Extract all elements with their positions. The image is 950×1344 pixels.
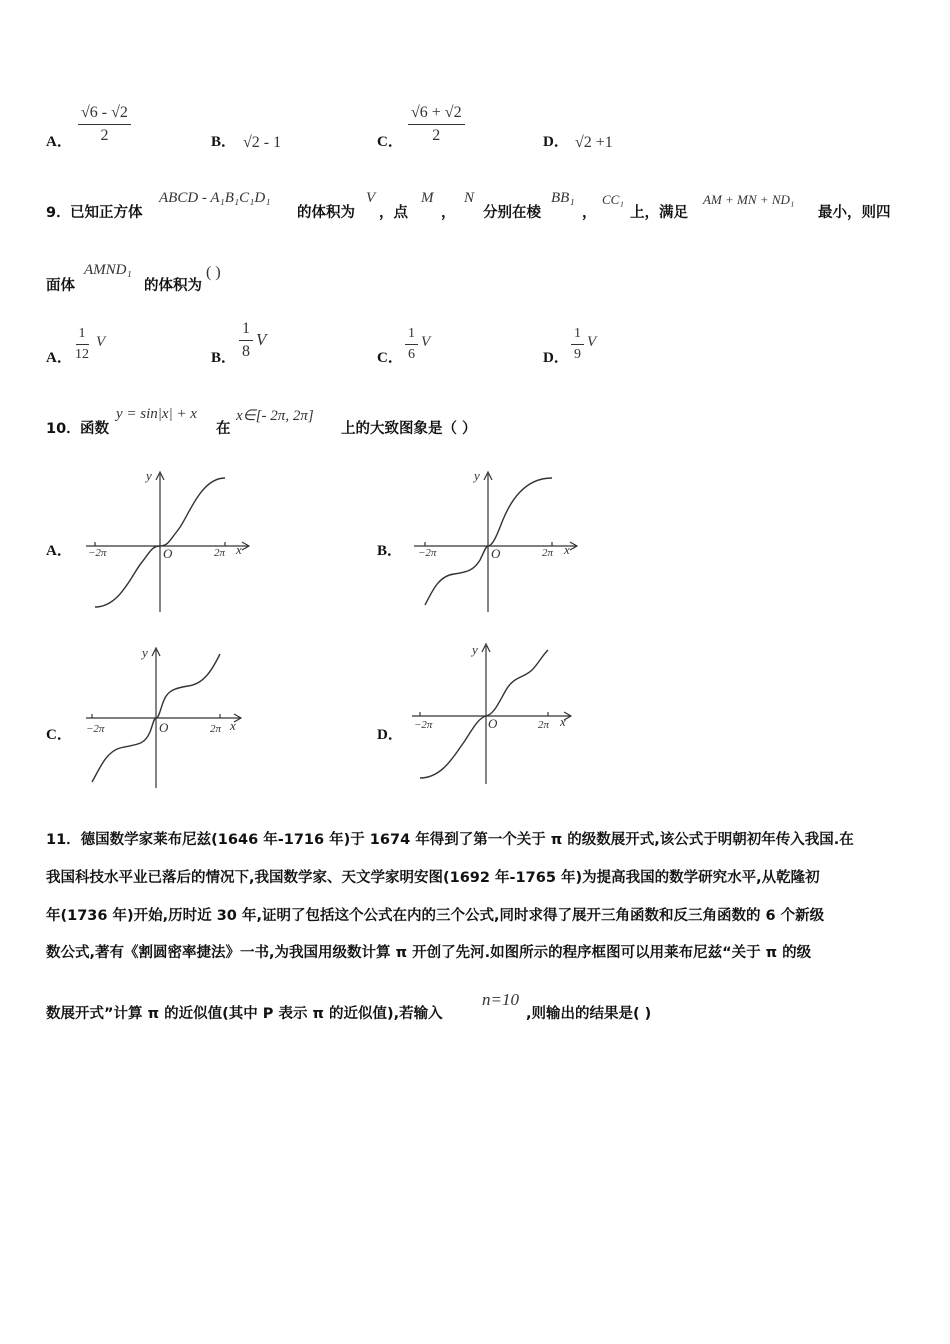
q9-option-a-letter: A． (46, 350, 72, 366)
q9-math-m: M (421, 190, 434, 206)
x-label: x (564, 542, 570, 557)
x-label: x (236, 542, 242, 557)
q10-text-3: 上的大致图象是（ ） (341, 421, 477, 437)
q9-option-c-letter: C． (377, 350, 403, 366)
q11-last-text-1: 数展开式”计算 π 的近似值(其中 P 表示 π 的近似值),若输入 (46, 1006, 443, 1022)
q10-stem (46, 404, 646, 437)
pos-2pi-label: 2π (542, 547, 554, 559)
curve (420, 650, 548, 778)
q9-math-tetra: AMND₁ (84, 262, 132, 278)
q9-math-cc1: CC₁ (602, 192, 624, 207)
q9-math-cube: ABCD - A₁B₁C₁D₁ (159, 190, 271, 206)
q11-line-2: 我国科技水平业已落后的情况下,我国数学家、天文学家明安图(1692 年-1765 年)为提高我国的数学研究水平,从乾隆初 (46, 870, 820, 886)
q10-text-1: 函数 (80, 421, 109, 437)
q10-graph-c (80, 644, 260, 790)
q9-option-b-letter: B． (211, 350, 237, 366)
q10-option-d-letter: D． (377, 727, 403, 743)
q9-option-d-den: 9 (574, 347, 581, 362)
q10-graph-d (410, 638, 590, 788)
q8-option-a-letter: A． (46, 134, 72, 150)
q9-option-c-den: 6 (408, 347, 415, 362)
neg-2pi-label: −2π (86, 723, 105, 735)
q11-last-text-2: ,则输出的结果是( ) (526, 1006, 652, 1022)
y-label: y (474, 468, 480, 483)
q11-line-5 (46, 990, 746, 1026)
y-label: y (472, 642, 478, 657)
q9-option-b-frac (239, 320, 253, 361)
q10-graph-a (80, 462, 260, 614)
q9-line-1 (46, 190, 916, 220)
q9-text-2: 的体积为 (297, 205, 355, 221)
q9-option-b-num: 1 (239, 320, 253, 341)
q9-option-c-var: V (421, 334, 431, 350)
q9-text-7: 上，满足 (630, 205, 688, 221)
q9-line-2 (46, 262, 346, 292)
q9-option-d-letter: D． (543, 350, 569, 366)
q9-text-1: 已知正方体 (70, 205, 143, 221)
q8-option-b-letter: B． (211, 134, 237, 150)
q9-text-9: 面体 (46, 278, 75, 294)
q8-option-a-denominator: 2 (100, 127, 109, 144)
q9-text-8: 最小，则四 (818, 205, 891, 221)
pos-2pi-label: 2π (538, 719, 550, 731)
q9-option-b-var: V (256, 330, 267, 349)
q8-options (0, 100, 950, 160)
q9-text-10: 的体积为 (144, 278, 202, 294)
q10-number: 10． (46, 421, 81, 437)
q9-math-v: V (366, 190, 376, 206)
pos-2pi-label: 2π (214, 547, 226, 559)
q9-math-n: N (464, 190, 475, 206)
q9-text-5: 分别在棱 (483, 205, 541, 221)
q9-option-c-num: 1 (405, 326, 418, 345)
q9-option-b-den: 8 (242, 343, 250, 360)
y-label: y (146, 468, 152, 483)
origin-label: O (163, 546, 173, 561)
q11-line-4: 数公式,著有《割圆密率捷法》一书,为我国用级数计算 π 开创了先河.如图所示的程序框图可以用莱布尼兹“关于 π 的级 (46, 945, 812, 961)
q9-options (0, 320, 950, 370)
q9-option-d-var: V (587, 334, 597, 350)
q8-option-d-letter: D． (543, 134, 569, 150)
q11-line-1: 11．德国数学家莱布尼兹(1646 年-1716 年)于 1674 年得到了第一个关于 π 的级数展开式,该公式于明朝初年传入我国.在 (46, 832, 854, 848)
q11-math-n: n=10 (482, 990, 519, 1009)
q8-option-d-value: √2 +1 (575, 134, 613, 151)
q10-math-domain: x∈[- 2π, 2π] (236, 408, 314, 424)
q8-option-b-value: √2 - 1 (243, 134, 282, 151)
q10-graph-b (410, 462, 590, 614)
q9-text-6: ， (582, 205, 597, 221)
q10-text-2: 在 (216, 421, 231, 437)
q10-math-func: y = sin|x| + x (116, 406, 197, 422)
q9-option-c-frac (405, 326, 418, 363)
q8-option-c-letter: C． (377, 134, 403, 150)
q8-option-a-numerator: √6 - √2 (78, 104, 131, 125)
q10-option-b-letter: B． (377, 543, 403, 559)
q9-option-a-num: 1 (76, 326, 89, 345)
origin-label: O (159, 720, 169, 735)
q9-blank: ( ) (206, 264, 221, 281)
origin-label: O (488, 716, 498, 731)
x-label: x (560, 714, 566, 729)
q10-option-a-letter: A． (46, 543, 72, 559)
q9-option-d-num: 1 (571, 326, 584, 345)
q8-option-c-numerator: √6 + √2 (408, 104, 465, 125)
neg-2pi-label: −2π (414, 719, 433, 731)
neg-2pi-label: −2π (418, 547, 437, 559)
q8-option-c-value (408, 104, 465, 145)
x-label: x (230, 718, 236, 733)
origin-label: O (491, 546, 501, 561)
q8-option-c-denominator: 2 (432, 127, 441, 144)
q9-option-d-frac (571, 326, 584, 363)
q9-option-a-frac (75, 326, 89, 363)
q9-math-sum: AM + MN + ND₁ (703, 192, 795, 207)
q10-option-c-letter: C． (46, 727, 72, 743)
q9-option-a-den: 12 (75, 347, 89, 362)
q9-text-3: ，点 (379, 205, 408, 221)
neg-2pi-label: −2π (88, 547, 107, 559)
q9-math-bb1: BB₁ (551, 190, 575, 206)
q9-number: 9． (46, 205, 71, 221)
y-label: y (142, 645, 148, 660)
q11-line-3: 年(1736 年)开始,历时近 30 年,证明了包括这个公式在内的三个公式,同时求得了展开三角函数和反三角函数的 6 个新级 (46, 908, 825, 924)
q8-option-a-value (78, 104, 131, 145)
q9-option-a-var: V (96, 334, 106, 350)
q9-text-4: ， (441, 205, 456, 221)
pos-2pi-label: 2π (210, 723, 222, 735)
